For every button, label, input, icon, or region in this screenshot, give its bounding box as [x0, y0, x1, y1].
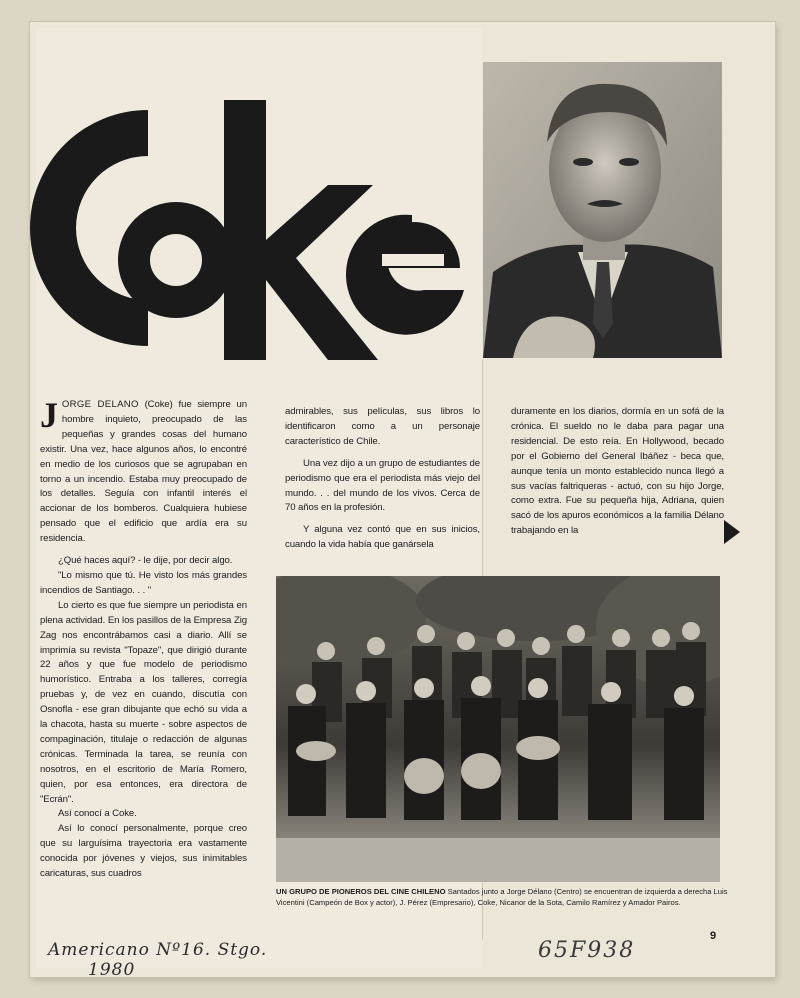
- handwritten-year: 1980: [88, 960, 136, 980]
- group-photo: [276, 576, 720, 882]
- page-number: 9: [710, 930, 717, 942]
- paragraph: "Lo mismo que tú. He visto los más grandes incendios de Santiago. . . ": [40, 569, 247, 596]
- paragraph: Una vez dijo a un grupo de estudiantes de periodismo que era el periodista más viejo del mundo. . . del mundo de los vivos. Cerca de 70 años en la profesión.: [285, 457, 480, 514]
- paragraph: Así lo conocí personalmente, porque creo que su larguísima trayectoria era vastamente conocida por jóvenes y viejos, sus inimitables caricaturas, sus cuadros: [40, 823, 247, 880]
- photo-caption: [276, 886, 728, 909]
- paragraph: Y alguna vez contó que en sus inicios, cuando la vida había que ganársela: [285, 524, 480, 551]
- handwritten-catalog-number: 65F938: [538, 938, 636, 963]
- paragraph: [40, 395, 247, 547]
- drop-cap: J: [40, 395, 58, 435]
- caption-body: Santados junto a Jorge Délano (Centro) se encuentran de izquierda a derecha Luis Vicentini (Campeón de Box y actor), J. Pérez (Empresario), Coke, Nicanor de la Sota, Camilo Ramírez y Amador Pairos.: [276, 887, 728, 908]
- coke-logo: [28, 90, 468, 365]
- paragraph: admirables, sus películas, sus libros lo identificaron como a un personaje característico de Chile.: [285, 406, 480, 447]
- article-column-1: [40, 395, 247, 882]
- handwritten-source: Americano Nº16. Stgo.: [48, 940, 268, 960]
- handwritten-source-note: [48, 940, 348, 980]
- paragraph: ¿Qué haces aquí? - le dije, por decir algo.: [58, 555, 233, 567]
- paragraph: Lo cierto es que fue siempre un periodista en plena actividad. En los pasillos de la Empresa Zig Zag nos encontrábamos casi a diario. Allí se imprimía su revista "Topaze", que dirigió durante 22 años y que fue modelo de periodismo humorístico. Entraba a los talleres, corregía pruebas y, de vez en cuando, discutía con Osnofla - ese gran dibujante que echó su vida a la chacota, hasta su muerte - sobre aspectos de compaginación, titulaje o redacción de algunas crónicas. Terminada la tarea, se reunía con nosotros, en el escritorio de María Romero, quien, por esa entonces, era directora de "Ecrán".: [40, 599, 247, 805]
- continue-arrow-icon: [724, 520, 740, 544]
- article-column-2: [285, 405, 480, 553]
- caption-lead: UN GRUPO DE PIONEROS DEL CINE CHILENO: [276, 887, 446, 896]
- paragraph: duramente en los diarios, dormía en un sofá de la crónica. El sueldo no le daba para pagar una residencial. De esto reía. En Hollywood, becado por el Gobierno del General Ibáñez - beca que, aunque tenía un monto establecido nunca llegó a sus vacías faltriqueras - actuó, con su hijo Jorge, como extra. Fue su pequeña hija, Adriana, quien sacó de los apuros económicos a la familia Délano trabajando en la: [511, 406, 724, 537]
- opening-name: ORGE DELANO: [61, 399, 139, 410]
- article-column-3: [511, 405, 724, 539]
- portrait-photo: [483, 62, 722, 358]
- paragraph-text: (Coke) fue siempre un hombre inquieto, preocupado de las pequeñas y grandes cosas del humano existir. Una vez, hace algunos años, lo encontré en medio de los curiosos que se agrupaban en torno a un incendio. Estaba muy preocupado de los detalles. Seguía con infantil interés el accionar de los bomberos. Cualquiera hubiese pensado que el edificio que ardía era su residencia.: [40, 399, 247, 545]
- paragraph: Así conocí a Coke.: [58, 808, 137, 820]
